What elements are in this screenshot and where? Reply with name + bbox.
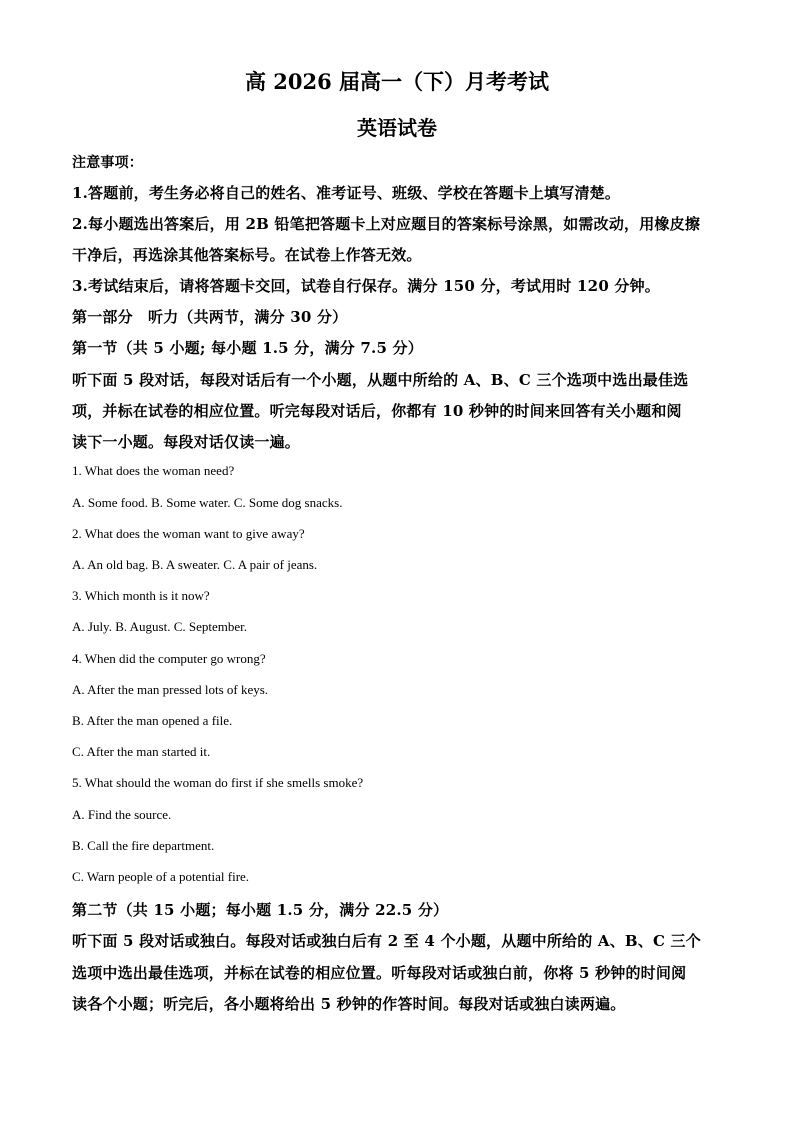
question-4-option-c: C. After the man started it. xyxy=(72,744,211,759)
section-1-heading: 第一节（共 5 小题; 每小题 1.5 分，满分 7.5 分） xyxy=(72,339,423,357)
question-4-option-b: B. After the man opened a file. xyxy=(72,713,233,728)
question-4: 4. When did the computer go wrong? xyxy=(72,651,266,666)
section-1-instruction-line-1: 听下面 5 段对话，每段对话后有一个小题，从题中所给的 A、B、C 三个选项中选出最佳选 xyxy=(72,371,689,389)
note-1: 1.答题前，考生务必将自己的姓名、准考证号、班级、学校在答题卡上填写清楚。 xyxy=(72,184,621,202)
question-5-option-c: C. Warn people of a potential fire. xyxy=(72,869,250,884)
section-1-instruction-line-3: 读下一小题。每段对话仅读一遍。 xyxy=(72,433,301,451)
question-2-options: A. An old bag. B. A sweater. C. A pair of jeans. xyxy=(72,557,318,572)
section-2-instruction-line-1: 听下面 5 段对话或独白。每段对话或独白后有 2 至 4 个小题，从题中所给的 A、B、C 三个 xyxy=(72,932,701,950)
section-2-instruction-line-3: 读各个小题；听完后，各小题将给出 5 秒钟的作答时间。每段对话或独白读两遍。 xyxy=(72,995,626,1013)
section-2-instruction-line-2: 选项中选出最佳选项，并标在试卷的相应位置。听每段对话或独白前，你将 5 秒钟的时间阅 xyxy=(72,964,687,982)
question-5: 5. What should the woman do first if she smells smoke? xyxy=(72,775,364,790)
notes-heading: 注意事项： xyxy=(72,155,143,171)
exam-title: 高 2026 届高一（下）月考考试 xyxy=(244,69,550,94)
exam-subtitle: 英语试卷 xyxy=(357,116,437,140)
note-2-line-2: 干净后，再选涂其他答案标号。在试卷上作答无效。 xyxy=(72,246,422,264)
section-1-instruction-line-2: 项，并标在试卷的相应位置。听完每段对话后，你都有 10 秒钟的时间来回答有关小题和阅 xyxy=(72,402,682,420)
note-3: 3.考试结束后，请将答题卡交回，试卷自行保存。满分 150 分，考试用时 120 分钟。 xyxy=(72,277,660,295)
part-1-heading: 第一部分 听力（共两节，满分 30 分） xyxy=(72,308,348,326)
section-2-heading: 第二节（共 15 小题；每小题 1.5 分，满分 22.5 分） xyxy=(72,901,449,919)
question-3: 3. Which month is it now? xyxy=(72,588,210,603)
question-5-option-a: A. Find the source. xyxy=(72,807,172,822)
question-4-option-a: A. After the man pressed lots of keys. xyxy=(72,682,269,697)
question-2: 2. What does the woman want to give away? xyxy=(72,526,305,541)
note-2-line-1: 2.每小题选出答案后，用 2B 铅笔把答题卡上对应题目的答案标号涂黑，如需改动，用橡皮擦 xyxy=(72,215,701,233)
question-1: 1. What does the woman need? xyxy=(72,463,235,478)
question-3-options: A. July. B. August. C. September. xyxy=(72,619,248,634)
question-1-options: A. Some food. B. Some water. C. Some dog snacks. xyxy=(72,495,343,510)
question-5-option-b: B. Call the fire department. xyxy=(72,838,215,853)
